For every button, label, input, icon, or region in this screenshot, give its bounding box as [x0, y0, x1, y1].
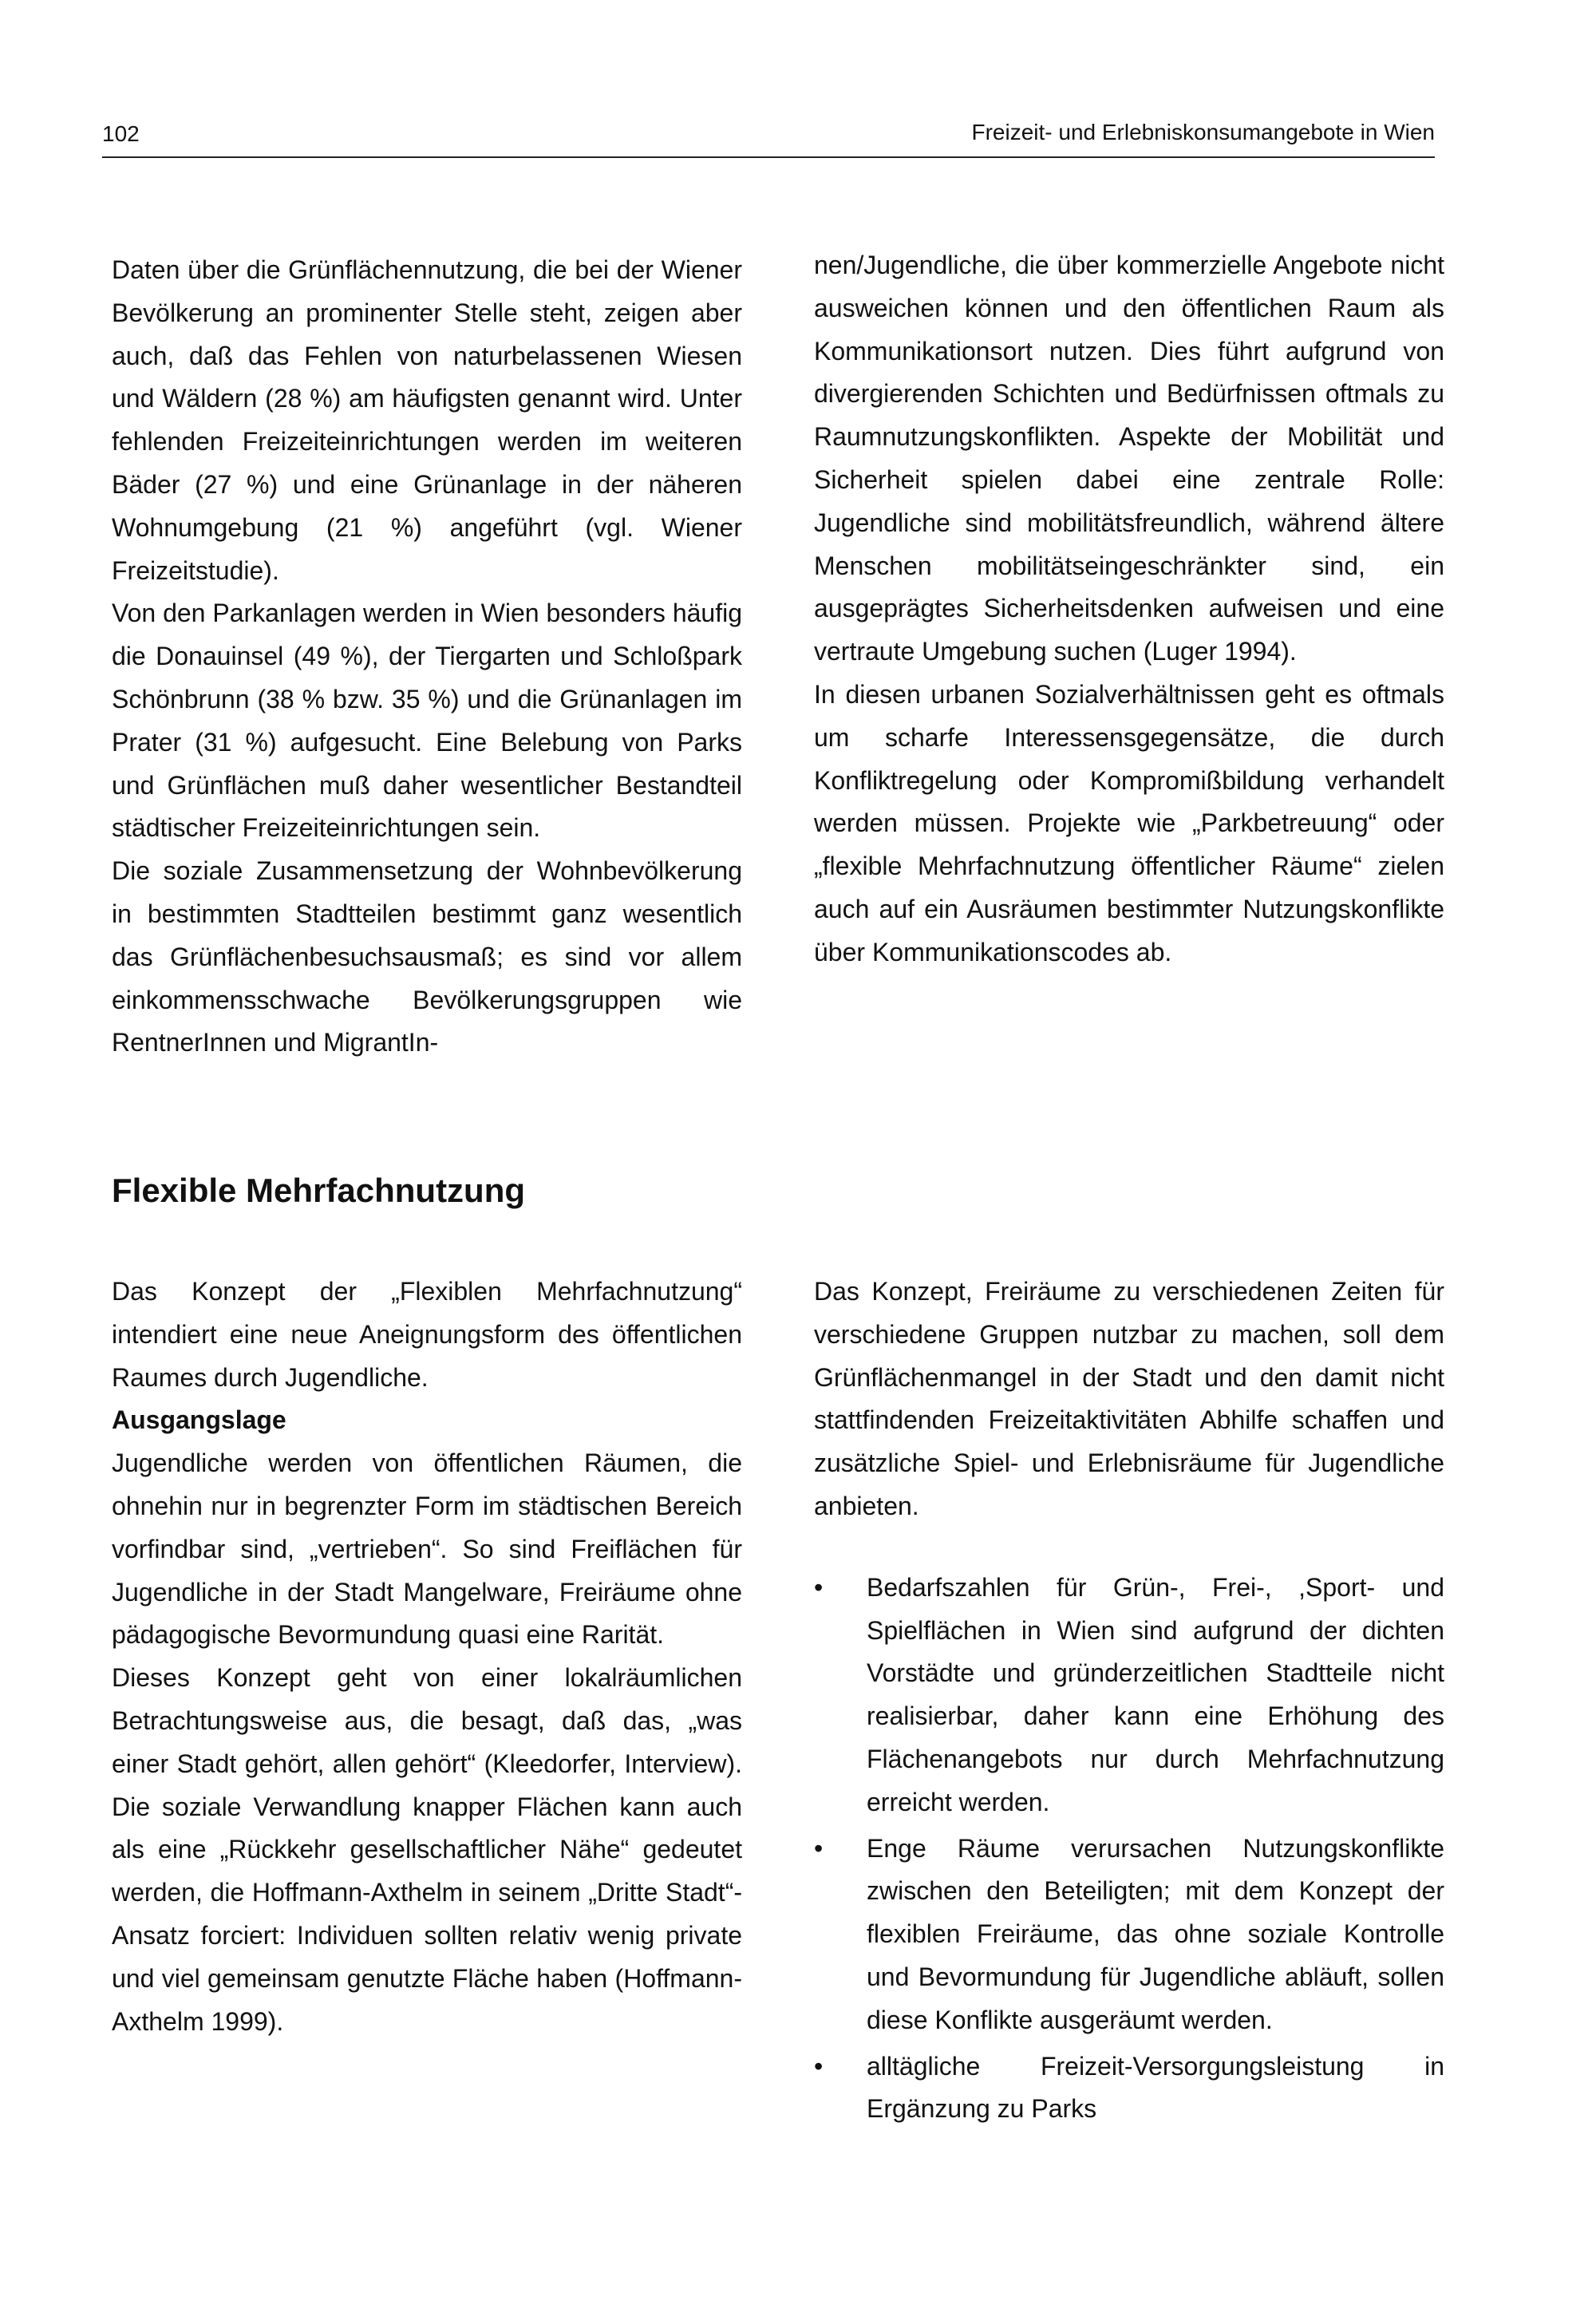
intro-paragraph: Das Konzept der „Flexiblen Mehrfachnutzung“ intendiert eine neue Aneignungsform des öffentlichen Raumes durch Jugendliche. [112, 1277, 742, 1392]
bullet-list [814, 1567, 1444, 2131]
top-left-column [112, 249, 742, 1065]
list-item-text: Bedarfszahlen für Grün-, Frei-, ,Sport- und Spielflächen in Wien sind aufgrund der dichten Vorstädte und gründerzeitlichen Stadtteile nicht realisierbar, daher kann eine Erhöhung des Flächenangebots nur durch Mehrfachnutzung erreicht werden. [867, 1572, 1444, 1816]
list-item [814, 2045, 1444, 2132]
page-number: 102 [102, 121, 140, 146]
bullet-icon: • [814, 1833, 824, 1863]
paragraph: nen/Jugendliche, die über kommerzielle Angebote nicht ausweichen können und den öffentlichen Raum als Kommunikationsort nutzen. Dies führt aufgrund von divergierenden Schichten und Bedürfnissen oftmals zu Raumnutzungskonflikten. Aspekte der Mobilität und Sicherheit spielen dabei eine zentrale Rolle: Jugendliche sind mobilitätsfreundlich, während ältere Menschen mobilitätseingeschränkter sind, ein ausgeprägtes Sicherheitsdenken aufweisen und eine vertraute Umgebung suchen (Luger 1994). [814, 251, 1444, 666]
bottom-left-column [112, 1271, 742, 2043]
list-item-text: Enge Räume verursachen Nutzungskonflikte zwischen den Beteiligten; mit dem Konzept der flexiblen Freiräume, das ohne soziale Kontrolle und Bevormundung für Jugendliche abläuft, sollen diese Konflikte ausgeräumt werden. [867, 1833, 1444, 2034]
running-title: Freizeit- und Erlebniskonsumangebote in Wien [971, 120, 1435, 144]
list-item [814, 1567, 1444, 1824]
paragraph: Daten über die Grünflächennutzung, die bei der Wiener Bevölkerung an prominenter Stelle steht, zeigen aber auch, daß das Fehlen von naturbelassenen Wiesen und Wäldern (28 %) am häufigsten genannt wird. Unter fehlenden Freizeiteinrichtungen werden im weiteren Bäder (27 %) und eine Grünanlage in der näheren Wohnumgebung (21 %) angeführt (vgl. Wiener Freizeitstudie). [112, 255, 742, 585]
page-header [102, 118, 1435, 158]
list-item-text: alltägliche Freizeit-Versorgungsleistung in Ergänzung zu Parks [867, 2051, 1444, 2124]
top-right-column [814, 244, 1444, 974]
paragraph: Die soziale Zusammensetzung der Wohnbevölkerung in bestimmten Stadtteilen bestimmt ganz wesentlich das Grünflächenbesuchsausmaß; es sind vor allem einkommensschwache Bevölkerungsgruppen wie RentnerInnen und MigrantIn- [112, 856, 742, 1057]
list-item [814, 1828, 1444, 2042]
bullet-icon: • [814, 2051, 824, 2081]
bullet-icon: • [814, 1572, 824, 1602]
paragraph: Jugendliche werden von öffentlichen Räumen, die ohnehin nur in begrenzter Form im städtischen Bereich vorfindbar sind, „vertrieben“. So sind Freiflächen für Jugendliche in der Stadt Mangelware, Freiräume ohne pädagogische Bevormundung quasi eine Rarität. [112, 1449, 742, 1650]
paragraph: In diesen urbanen Sozialverhältnissen geht es oftmals um scharfe Interessensgegensätze, die durch Konfliktregelung oder Kompromißbildung verhandelt werden müssen. Projekte wie „Parkbetreuung“ oder „flexible Mehrfachnutzung öffentlicher Räume“ zielen auch auf ein Ausräumen bestimmter Nutzungskonflikte über Kommunikationscodes ab. [814, 679, 1444, 966]
bottom-right-column [814, 1271, 1444, 2134]
section-title: Flexible Mehrfachnutzung [112, 1172, 526, 1209]
subheading: Ausgangslage [112, 1405, 286, 1435]
intro-paragraph: Das Konzept, Freiräume zu verschiedenen Zeiten für verschiedene Gruppen nutzbar zu machen, soll dem Grünflächenmangel in der Stadt und den damit nicht stattfindenden Freizeitaktivitäten Abhilfe schaffen und zusätzliche Spiel- und Erlebnisräume für Jugendliche anbieten. [814, 1277, 1444, 1520]
paragraph: Dieses Konzept geht von einer lokalräumlichen Betrachtungsweise aus, die besagt, daß das, „was einer Stadt gehört, allen gehört“ (Kleedorfer, Interview). Die soziale Verwandlung knapper Flächen kann auch als eine „Rückkehr gesellschaftlicher Nähe“ gedeutet werden, die Hoffmann-Axthelm in seinem „Dritte Stadt“-Ansatz forciert: Individuen sollten relativ wenig private und viel gemeinsam genutzte Fläche haben (Hoffmann-Axthelm 1999). [112, 1663, 742, 2036]
paragraph: Von den Parkanlagen werden in Wien besonders häufig die Donauinsel (49 %), der Tiergarten und Schloßpark Schönbrunn (38 % bzw. 35 %) und die Grünanlagen im Prater (31 %) aufgesucht. Eine Belebung von Parks und Grünflächen muß daher wesentlicher Bestandteil städtischer Freizeiteinrichtungen sein. [112, 599, 742, 843]
